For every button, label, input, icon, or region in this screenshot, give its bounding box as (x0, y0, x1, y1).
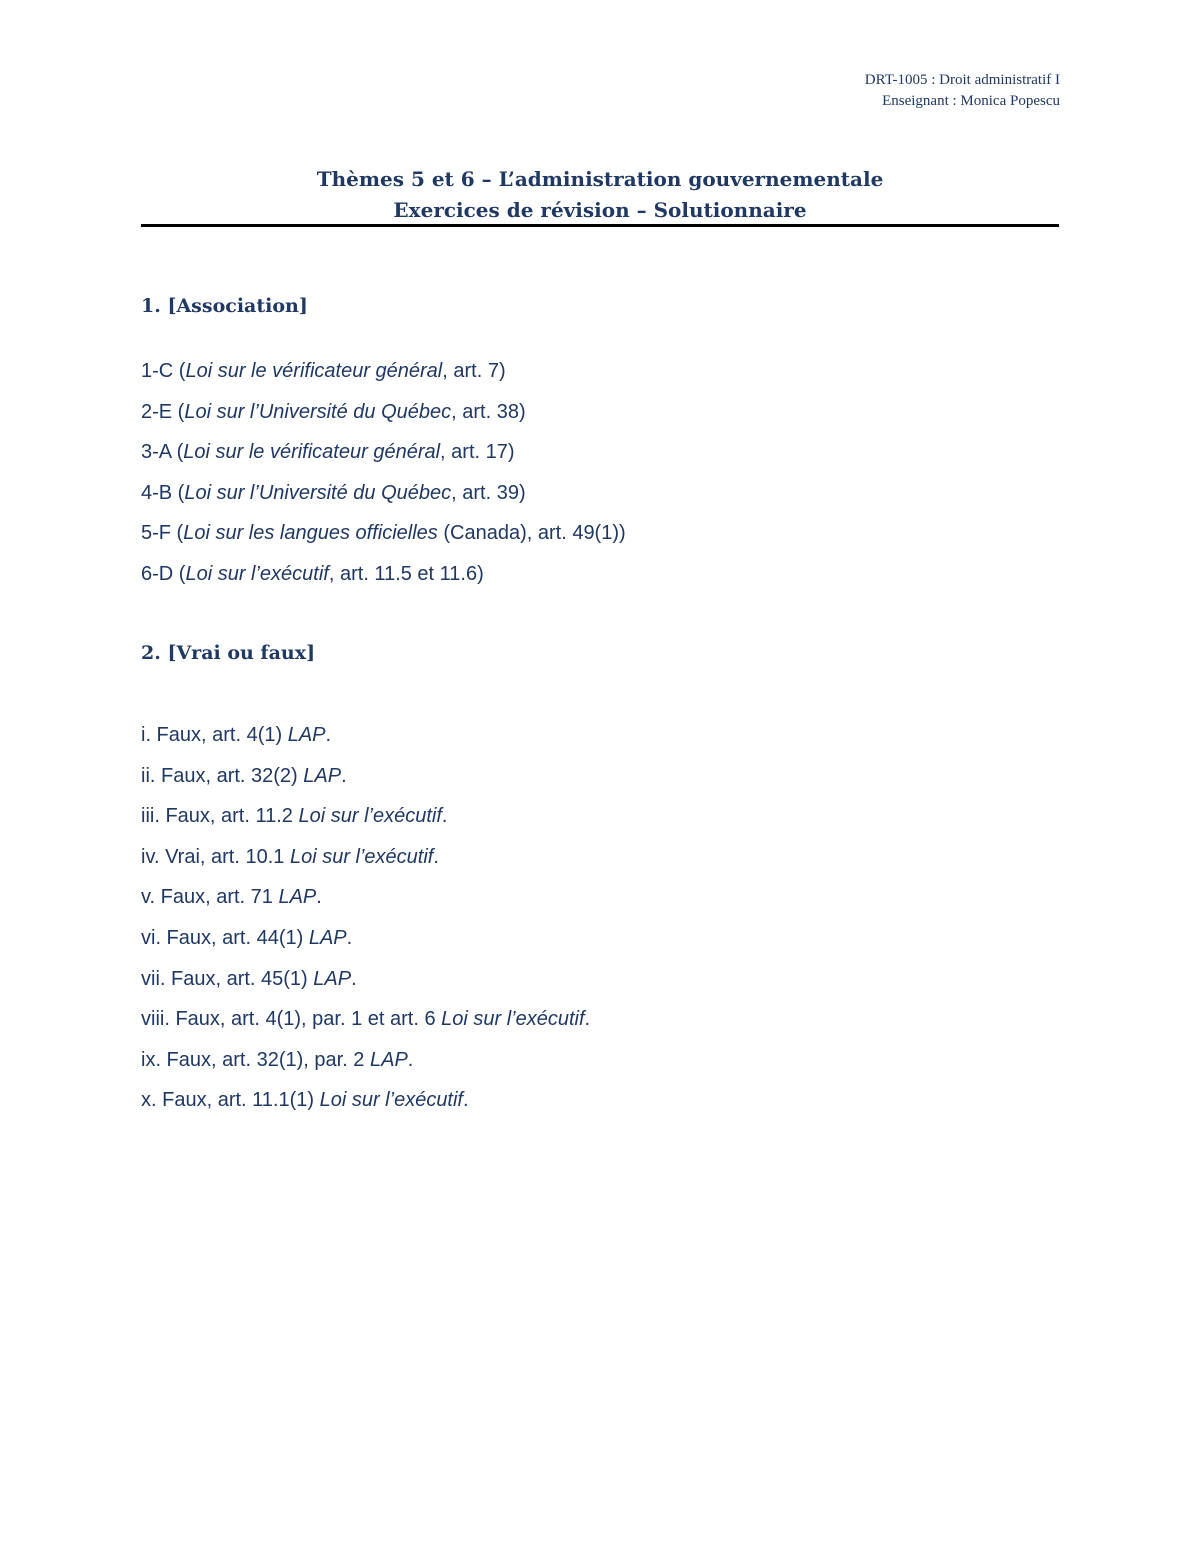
list-item: iii. Faux, art. 11.2 Loi sur l’exécutif. (141, 805, 448, 828)
list-item: v. Faux, art. 71 LAP. (141, 886, 322, 909)
list-item: 5-F (Loi sur les langues officielles (Canada), art. 49(1)) (141, 522, 626, 545)
list-item: x. Faux, art. 11.1(1) Loi sur l’exécutif. (141, 1089, 469, 1112)
section-2-heading: 2. [Vrai ou faux] (141, 642, 316, 664)
list-item: 1-C (Loi sur le vérificateur général, art. 7) (141, 360, 506, 382)
list-item: viii. Faux, art. 4(1), par. 1 et art. 6 Loi sur l’exécutif. (141, 1008, 591, 1031)
document-title (141, 164, 1059, 226)
course-code: DRT-1005 : Droit administratif I (864, 72, 1060, 88)
section-1-list (141, 351, 626, 595)
list-item: iv. Vrai, art. 10.1 Loi sur l’exécutif. (141, 845, 439, 868)
list-item: 6-D (Loi sur l’exécutif, art. 11.5 et 11.6) (141, 562, 484, 585)
list-item: 4-B (Loi sur l’Université du Québec, art. 39) (141, 481, 526, 504)
list-item: 2-E (Loi sur l’Université du Québec, art. 38) (141, 400, 526, 423)
title-line-1: Thèmes 5 et 6 – L’administration gouvernementale (316, 167, 884, 191)
title-line-2: Exercices de révision – Solutionnaire (393, 198, 807, 222)
list-item: i. Faux, art. 4(1) LAP. (141, 724, 332, 746)
title-divider (141, 224, 1059, 227)
teacher-name: Enseignant : Monica Popescu (882, 93, 1060, 109)
list-item: ix. Faux, art. 32(1), par. 2 LAP. (141, 1048, 414, 1071)
list-item: 3-A (Loi sur le vérificateur général, art. 17) (141, 441, 515, 464)
section-1-heading: 1. [Association] (141, 295, 308, 317)
list-item: vii. Faux, art. 45(1) LAP. (141, 967, 357, 990)
section-2-list (141, 715, 590, 1121)
list-item: ii. Faux, art. 32(2) LAP. (141, 764, 347, 787)
page-header (865, 70, 1060, 112)
list-item: vi. Faux, art. 44(1) LAP. (141, 926, 353, 949)
